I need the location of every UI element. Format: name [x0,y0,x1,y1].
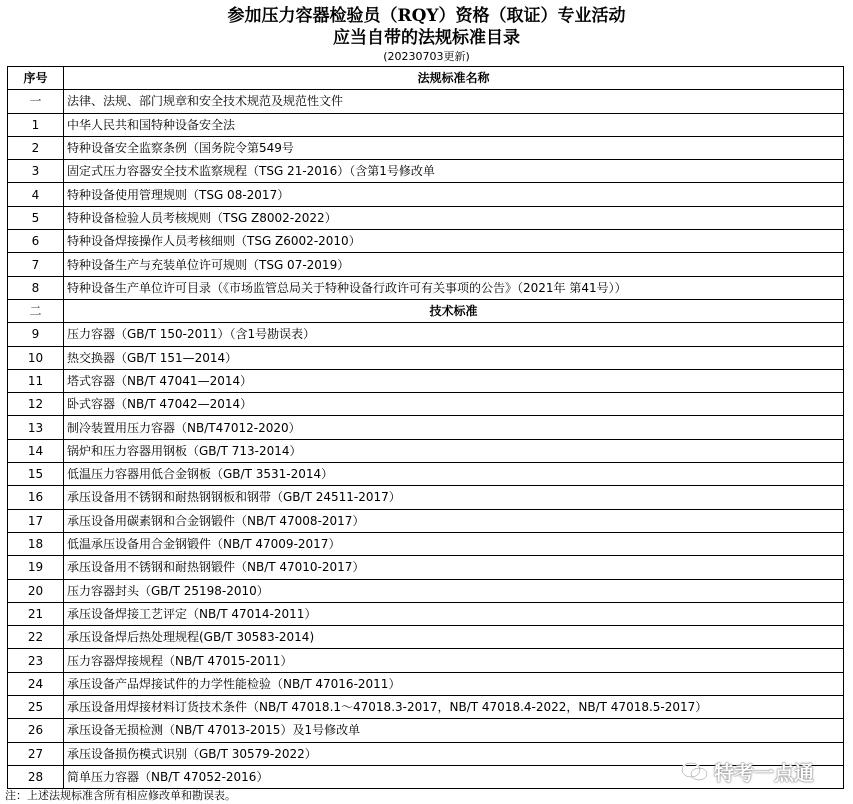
row-no: 17 [8,509,64,532]
document-title-line1: 参加压力容器检验员（RQY）资格（取证）专业活动 [227,6,626,26]
row-name: 固定式压力容器安全技术监察规程（TSG 21-2016）（含第1号修改单 [64,160,844,183]
row-name: 卧式容器（NB/T 47042—2014） [64,393,844,416]
row-name: 简单压力容器（NB/T 47052-2016） [64,765,844,788]
table-row [8,463,844,486]
row-name: 特种设备焊接操作人员考核细则（TSG Z6002-2010） [64,230,844,253]
table-row [8,136,844,159]
update-date: (20230703更新) [383,50,470,63]
row-name: 承压设备用焊接材料订货技术条件（NB/T 47018.1～47018.3-2017，NB/T 47018.4-2022，NB/T 47018.5-2017） [64,696,844,719]
row-name: 锅炉和压力容器用钢板（GB/T 713-2014） [64,439,844,462]
row-no: 3 [8,160,64,183]
section-no: 二 [8,299,64,322]
standards-table [7,66,844,789]
table-row [8,439,844,462]
row-name: 承压设备损伤模式识别（GB/T 30579-2022） [64,742,844,765]
section-no: 一 [8,90,64,113]
table-row [8,183,844,206]
row-name: 承压设备焊接工艺评定（NB/T 47014-2011） [64,602,844,625]
table-row [8,253,844,276]
row-no: 5 [8,206,64,229]
table-row [8,719,844,742]
row-name: 承压设备焊后热处理规程(GB/T 30583-2014) [64,626,844,649]
row-no: 22 [8,626,64,649]
header-row [8,67,844,90]
section-name: 法律、法规、部门规章和安全技术规范及规范性文件 [64,90,844,113]
row-no: 28 [8,765,64,788]
row-name: 中华人民共和国特种设备安全法 [64,113,844,136]
row-no: 14 [8,439,64,462]
table-row [8,346,844,369]
row-no: 4 [8,183,64,206]
row-no: 18 [8,532,64,555]
row-no: 11 [8,369,64,392]
row-name: 承压设备用不锈钢和耐热钢钢板和钢带（GB/T 24511-2017） [64,486,844,509]
header-no: 序号 [8,67,64,90]
row-name: 压力容器（GB/T 150-2011）（含1号勘误表） [64,323,844,346]
table-row [8,672,844,695]
table-body [8,90,844,789]
watermark-text: 特考一点通 [714,761,814,785]
table-row [8,323,844,346]
section-name: 技术标准 [64,299,844,322]
table-row [8,556,844,579]
row-no: 25 [8,696,64,719]
row-no: 10 [8,346,64,369]
row-no: 24 [8,672,64,695]
row-name: 特种设备生产与充装单位许可规则（TSG 07-2019） [64,253,844,276]
table-row [8,602,844,625]
footnote: 注：上述法规标准含所有相应修改单和勘误表。 [5,789,236,802]
section-row [8,299,844,322]
row-name: 压力容器焊接规程（NB/T 47015-2011） [64,649,844,672]
table-row [8,160,844,183]
document-title-line2: 应当自带的法规标准目录 [333,28,520,48]
row-no: 8 [8,276,64,299]
row-no: 6 [8,230,64,253]
row-no: 12 [8,393,64,416]
row-name: 低温承压设备用合金钢锻件（NB/T 47009-2017） [64,532,844,555]
table-row [8,276,844,299]
table-row [8,532,844,555]
row-no: 7 [8,253,64,276]
wechat-icon [680,761,710,783]
row-name: 压力容器封头（GB/T 25198-2010） [64,579,844,602]
row-no: 1 [8,113,64,136]
row-no: 23 [8,649,64,672]
table-row [8,579,844,602]
row-name: 承压设备无损检测（NB/T 47013-2015）及1号修改单 [64,719,844,742]
row-name: 热交换器（GB/T 151—2014） [64,346,844,369]
row-name: 特种设备安全监察条例（国务院令第549号 [64,136,844,159]
table-row [8,113,844,136]
watermark [680,757,814,786]
table-row [8,206,844,229]
row-name: 低温压力容器用低合金钢板（GB/T 3531-2014） [64,463,844,486]
row-no: 27 [8,742,64,765]
table-row [8,626,844,649]
row-no: 2 [8,136,64,159]
table-row [8,369,844,392]
row-name: 塔式容器（NB/T 47041—2014） [64,369,844,392]
table-row [8,696,844,719]
table-row [8,486,844,509]
table-row [8,509,844,532]
table-row [8,649,844,672]
row-no: 13 [8,416,64,439]
row-name: 特种设备使用管理规则（TSG 08-2017） [64,183,844,206]
row-name: 承压设备产品焊接试件的力学性能检验（NB/T 47016-2011） [64,672,844,695]
row-no: 26 [8,719,64,742]
row-no: 21 [8,602,64,625]
table-row [8,416,844,439]
row-name: 特种设备生产单位许可目录（《市场监管总局关于特种设备行政许可有关事项的公告》（2021年 第41号）） [64,276,844,299]
row-name: 特种设备检验人员考核规则（TSG Z8002-2022） [64,206,844,229]
row-no: 19 [8,556,64,579]
table-row [8,393,844,416]
table-row [8,230,844,253]
section-row [8,90,844,113]
row-no: 16 [8,486,64,509]
row-name: 制冷装置用压力容器（NB/T47012-2020） [64,416,844,439]
row-name: 承压设备用碳素钢和合金钢锻件（NB/T 47008-2017） [64,509,844,532]
row-no: 15 [8,463,64,486]
row-name: 承压设备用不锈钢和耐热钢锻件（NB/T 47010-2017） [64,556,844,579]
row-no: 9 [8,323,64,346]
header-name: 法规标准名称 [64,67,844,90]
row-no: 20 [8,579,64,602]
